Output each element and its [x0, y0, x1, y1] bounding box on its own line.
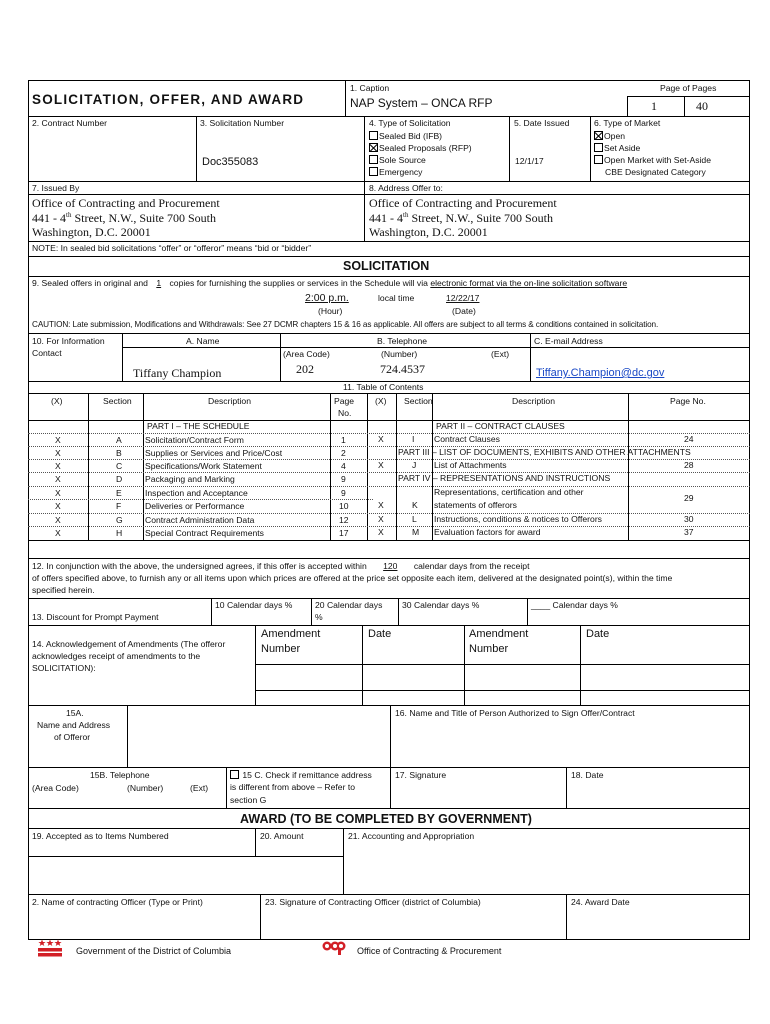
contact-label-2: Contact	[32, 348, 62, 358]
rule	[364, 116, 365, 195]
signature-17-label: 17. Signature	[395, 770, 447, 780]
address-offer-label: 8. Address Offer to:	[369, 183, 443, 193]
toc-page: 1	[341, 435, 346, 445]
date-18-label: 18. Date	[571, 770, 604, 780]
line2-post: Street, N.W., Suite 700 South	[71, 211, 217, 225]
toc-page-header: Page	[334, 396, 355, 406]
toc-x: X	[55, 515, 61, 525]
toc-row	[30, 474, 748, 487]
toc-desc: Contract Administration Data	[145, 515, 255, 525]
rule	[28, 705, 750, 706]
rule	[627, 96, 750, 97]
toc-r4-x: X	[378, 514, 384, 524]
amendment-number-header-3: Amendment	[469, 628, 529, 640]
rule	[28, 625, 750, 626]
amount-label: 20. Amount	[260, 831, 304, 841]
contract-number-label: 2. Contract Number	[32, 118, 107, 128]
toc-page: 12	[339, 515, 349, 525]
rule	[28, 241, 750, 242]
toc-r1-desc: Contract Clauses	[434, 434, 500, 444]
toc-row	[30, 501, 748, 514]
toc-part4: PART IV – REPRESENTATIONS AND INSTRUCTIONS	[398, 473, 611, 483]
market-open[interactable]	[594, 131, 625, 142]
checkbox-icon	[369, 167, 378, 176]
item12-a: 12. In conjunction with the above, the undersigned agrees, if this offer is accepted within	[32, 561, 370, 571]
toc-section: C	[116, 461, 123, 471]
sealed-bid-note: NOTE: In sealed bid solicitations “offer” or “offeror” means “bid or “bidder”	[32, 243, 312, 253]
remittance-checkbox-row[interactable]	[230, 770, 372, 781]
discount-other-days[interactable]: ____ Calendar days %	[531, 600, 618, 610]
toc-r4-section: L	[412, 514, 417, 524]
toc-section: G	[116, 515, 123, 525]
toc-r2-desc: List of Attachments	[434, 460, 507, 470]
toc-description-header-2: Description	[512, 396, 555, 406]
solicitation-number-label: 3. Solicitation Number	[200, 118, 285, 128]
toc-x-header-2: (X)	[375, 396, 387, 406]
toc-page: 4	[341, 461, 346, 471]
market-type-label: 6. Type of Market	[594, 118, 661, 128]
item12-b: calendar days from the receipt	[411, 561, 530, 571]
rule	[28, 828, 750, 829]
toc-r2-section: J	[412, 460, 417, 470]
authorized-signer-label: 16. Name and Title of Person Authorized to Sign Offer/Contract	[395, 708, 635, 718]
dc-flag-icon	[38, 939, 62, 957]
rule	[28, 767, 750, 768]
telephone-15b-label: 15B. Telephone	[90, 770, 150, 780]
pages-label: Page of Pages	[660, 83, 717, 93]
issued-by-line3: Washington, D.C. 20001	[32, 225, 151, 239]
discount-30-days[interactable]: 30 Calendar days %	[402, 600, 480, 610]
contact-label-1: 10. For Information	[32, 336, 105, 346]
amendment-number-header-2: Number	[261, 643, 301, 655]
rule	[127, 705, 128, 767]
rule	[226, 767, 227, 809]
copies-count: 1	[156, 278, 162, 288]
toc-desc: Special Contract Requirements	[145, 528, 264, 538]
market-label: Open Market with Set-Aside	[604, 155, 711, 165]
toc-desc: Inspection and Acceptance	[145, 488, 248, 498]
market-set-aside[interactable]	[594, 143, 640, 154]
toc-r3-desc-2: statements of offerors	[434, 500, 517, 510]
toc-page-no-header: No.	[338, 408, 352, 418]
rule	[28, 808, 750, 809]
rule	[345, 80, 346, 117]
date-issued: 12/1/17	[515, 156, 544, 166]
toc-desc: Specifications/Work Statement	[145, 461, 262, 471]
toc-x: X	[55, 501, 61, 511]
toc-x: X	[55, 448, 61, 458]
accounting-label: 21. Accounting and Appropriation	[348, 831, 475, 841]
toc-r4-page: 30	[684, 514, 694, 524]
hour-label: (Hour)	[318, 306, 343, 316]
rule	[28, 939, 750, 940]
rule	[527, 598, 528, 625]
remittance-label-2: is different from above – Refer to	[230, 782, 355, 792]
market-open-set-aside[interactable]	[594, 155, 711, 166]
toc-row	[30, 515, 748, 528]
cbe-category: CBE Designated Category	[605, 167, 706, 177]
toc-r3-x: X	[378, 500, 384, 510]
discount-20-percent: %	[315, 612, 323, 622]
name-label: A. Name	[186, 336, 220, 346]
due-time: 2:00 p.m.	[305, 292, 349, 304]
rule	[627, 96, 628, 117]
contracting-officer-signature-label: 23. Signature of Contracting Officer (district of Columbia)	[265, 897, 481, 907]
toc-part3: PART III – LIST OF DOCUMENTS, EXHIBITS AND OTHER ATTACHMENTS	[398, 447, 691, 457]
checked-box-icon	[594, 131, 603, 140]
rule	[122, 333, 123, 381]
toc-r1-x: X	[378, 434, 384, 444]
ack-amendments-2: acknowledges receipt of amendments to the	[32, 651, 201, 661]
date-issued-label: 5. Date Issued	[514, 118, 570, 128]
rule	[260, 894, 261, 940]
line2-sup: th	[66, 211, 72, 219]
rule	[280, 333, 281, 381]
caption-label: 1. Caption	[350, 83, 390, 93]
rule	[509, 116, 510, 182]
toc-page: 17	[339, 528, 349, 538]
rule	[28, 333, 750, 334]
rule	[566, 894, 567, 940]
toc-r1-page: 24	[684, 434, 694, 444]
toc-page: 9	[341, 488, 346, 498]
type-label: Sealed Bid (IFB)	[379, 131, 443, 141]
toc-section: H	[116, 528, 123, 538]
toc-desc: Packaging and Marking	[145, 474, 235, 484]
item9-text	[32, 279, 627, 289]
rule	[684, 96, 685, 117]
page-count: 40	[696, 99, 708, 113]
line2-post: Street, N.W., Suite 700 South	[408, 211, 554, 225]
remittance-label-3: section G	[230, 795, 267, 805]
remittance-label-1: 15 C. Check if remittance address	[242, 770, 372, 780]
toc-row	[30, 528, 748, 541]
toc-r5-x: X	[378, 527, 384, 537]
offeror-15a: 15A.	[66, 708, 84, 718]
item9-link[interactable]: electronic format via the on-line solicitation software	[430, 278, 628, 288]
toc-page: 10	[339, 501, 349, 511]
award-date-label: 24. Award Date	[571, 897, 630, 907]
rule	[28, 894, 750, 895]
toc-r4-desc: Instructions, conditions & notices to Offerors	[434, 514, 602, 524]
contracting-officer-name-label: 2. Name of contracting Officer (Type or Print)	[32, 897, 203, 907]
issued-by-line1: Office of Contracting and Procurement	[32, 196, 220, 210]
item9-a: 9. Sealed offers in original and	[32, 278, 151, 288]
discount-20-days[interactable]: 20 Calendar days	[315, 600, 383, 610]
form-title: SOLICITATION, OFFER, AND AWARD	[32, 92, 305, 107]
type-label: Sole Source	[379, 155, 426, 165]
rule	[580, 625, 581, 705]
rule	[196, 116, 197, 182]
address-line1: Office of Contracting and Procurement	[369, 196, 557, 210]
local-time-label: local time	[378, 293, 415, 303]
contact-number: 724.4537	[380, 362, 425, 376]
award-heading: AWARD (TO BE COMPLETED BY GOVERNMENT)	[240, 812, 532, 826]
toc-r3-section: K	[412, 500, 418, 510]
toc-part1: PART I – THE SCHEDULE	[147, 421, 250, 431]
item12-days: 120	[383, 561, 398, 571]
page-number: 1	[651, 99, 657, 113]
email-label: C. E-mail Address	[534, 336, 603, 346]
discount-label: 13. Discount for Prompt Payment	[32, 612, 159, 622]
outer-left-border	[28, 80, 29, 940]
item9-b: copies for furnishing the supplies or services in the Schedule will via	[167, 278, 431, 288]
rule	[398, 598, 399, 625]
rule	[255, 625, 256, 705]
rule	[28, 856, 343, 857]
outer-right-border	[749, 80, 750, 940]
rule	[566, 767, 567, 809]
toc-page: 2	[341, 448, 346, 458]
toc-r3-page: 29	[684, 493, 694, 503]
ack-amendments-3: SOLICITATION):	[32, 663, 96, 673]
toc-r3-desc-1: Representations, certification and other	[434, 487, 584, 497]
due-date: 12/22/17	[446, 293, 480, 303]
rule	[28, 181, 750, 182]
address-line3: Washington, D.C. 20001	[369, 225, 488, 239]
rule	[343, 828, 344, 894]
amendment-number-header-1: Amendment	[261, 628, 321, 640]
area-code-label: (Area Code)	[283, 349, 330, 359]
amendment-date-header: Date	[368, 628, 392, 640]
toc-row	[30, 461, 748, 474]
rule	[28, 80, 750, 81]
toc-x: X	[55, 435, 61, 445]
rule	[530, 333, 531, 381]
rule	[211, 598, 212, 625]
toc-x: X	[55, 528, 61, 538]
rule	[28, 558, 750, 559]
rule	[390, 705, 391, 809]
rule	[255, 664, 750, 665]
toc-r2-page: 28	[684, 460, 694, 470]
item12-line2: of offers specified above, to furnish any or all items upon which prices are offered at the price set opposite each item, delivered at the designated point(s), within the time	[32, 573, 673, 583]
contact-area-code: 202	[296, 362, 314, 376]
toc-x: X	[55, 488, 61, 498]
footer-government: Government of the District of Columbia	[76, 946, 232, 956]
rule	[28, 194, 750, 195]
rule	[362, 625, 363, 705]
type-sealed-bid[interactable]	[369, 131, 442, 142]
caption-value: NAP System – ONCA RFP	[350, 96, 493, 110]
ocp-logo-icon	[322, 940, 346, 956]
toc-r5-desc: Evaluation factors for award	[434, 527, 541, 537]
rule	[255, 690, 750, 691]
type-label: Emergency	[379, 167, 423, 177]
line2-pre: 441 - 4	[369, 211, 403, 225]
rule	[28, 598, 750, 599]
rule	[28, 276, 750, 277]
issued-by-label: 7. Issued By	[32, 183, 80, 193]
ext-label: (Ext)	[491, 349, 510, 359]
market-label: Open	[604, 131, 626, 141]
rule	[28, 420, 750, 421]
line2-pre: 441 - 4	[32, 211, 66, 225]
address-line2	[369, 211, 553, 226]
offeror-label: of Offeror	[54, 732, 91, 742]
item12-line3: specified herein.	[32, 585, 95, 595]
toc-section: D	[116, 474, 123, 484]
offeror-ext-label: (Ext)	[190, 783, 209, 793]
toc-r2-x: X	[378, 460, 384, 470]
rule	[28, 433, 750, 434]
toc-section-header: Section	[103, 396, 132, 406]
toc-r5-section: M	[412, 527, 420, 537]
offeror-name-address: Name and Address	[37, 720, 111, 730]
type-label: Sealed Proposals (RFP)	[379, 143, 472, 153]
toc-desc: Supplies or Services and Price/Cost	[145, 448, 283, 458]
toc-part2: PART II – CONTRACT CLAUSES	[436, 421, 565, 431]
rule	[28, 256, 750, 257]
contact-email[interactable]: Tiffany.Champion@dc.gov	[536, 367, 665, 379]
toc-title: 11. Table of Contents	[343, 382, 424, 392]
rule	[255, 828, 256, 856]
rule	[464, 625, 465, 705]
type-sealed-proposals[interactable]	[369, 143, 472, 154]
toc-description-header: Description	[208, 396, 251, 406]
toc-x-header: (X)	[51, 396, 63, 406]
rule	[28, 393, 750, 394]
solicitation-heading: SOLICITATION	[343, 259, 430, 273]
toc-page-header-2: Page No.	[670, 396, 706, 406]
toc-section: F	[116, 501, 122, 511]
offeror-number-label: (Number)	[127, 783, 164, 793]
checkbox-icon	[230, 770, 239, 779]
rule	[311, 598, 312, 625]
rule	[28, 116, 750, 117]
rule	[364, 194, 365, 242]
accepted-items-label: 19. Accepted as to Items Numbered	[32, 831, 169, 841]
checked-box-icon	[369, 143, 378, 152]
toc-section: A	[116, 435, 122, 445]
type-sole-source[interactable]	[369, 155, 426, 166]
offeror-name-field[interactable]	[130, 708, 386, 764]
item12-line1	[32, 562, 529, 572]
toc-x: X	[55, 461, 61, 471]
checkbox-icon	[594, 155, 603, 164]
solicitation-type-label: 4. Type of Solicitation	[369, 118, 451, 128]
footer-ocp: Office of Contracting & Procurement	[357, 946, 502, 956]
telephone-label: B. Telephone	[377, 336, 428, 346]
toc-section-header-2: Section	[404, 396, 433, 406]
rule	[590, 116, 591, 182]
toc-section: E	[116, 488, 122, 498]
toc-row	[30, 488, 748, 501]
caution-text: CAUTION: Late submission, Modifications and Withdrawals: See 27 DCMR chapters 15 & 16 as applicable. All offers are subject to all terms & conditions contained in solicitation.	[32, 320, 659, 329]
line2-sup: th	[403, 211, 409, 219]
toc-r1-section: I	[412, 434, 415, 444]
market-label: Set Aside	[604, 143, 641, 153]
solicitation-number: Doc355083	[202, 156, 259, 168]
date-label: (Date)	[452, 306, 476, 316]
number-label: (Number)	[381, 349, 418, 359]
toc-r5-page: 37	[684, 527, 694, 537]
contact-name: Tiffany Champion	[133, 366, 222, 380]
ack-amendments-1: 14. Acknowledgement of Amendments (The offeror	[32, 639, 226, 649]
toc-desc: Solicitation/Contract Form	[145, 435, 244, 445]
amendment-date-header-2: Date	[586, 628, 610, 640]
toc-page: 9	[341, 474, 346, 484]
checkbox-icon	[369, 131, 378, 140]
toc-section: B	[116, 448, 122, 458]
toc-desc: Deliveries or Performance	[145, 501, 245, 511]
rule	[122, 347, 750, 348]
issued-by-line2	[32, 211, 216, 226]
amendment-number-header-4: Number	[469, 643, 509, 655]
checkbox-icon	[369, 155, 378, 164]
type-emergency[interactable]	[369, 167, 422, 178]
checkbox-icon	[594, 143, 603, 152]
toc-x: X	[55, 474, 61, 484]
discount-10-days[interactable]: 10 Calendar days %	[215, 600, 293, 610]
offeror-area-code-label: (Area Code)	[32, 783, 79, 793]
